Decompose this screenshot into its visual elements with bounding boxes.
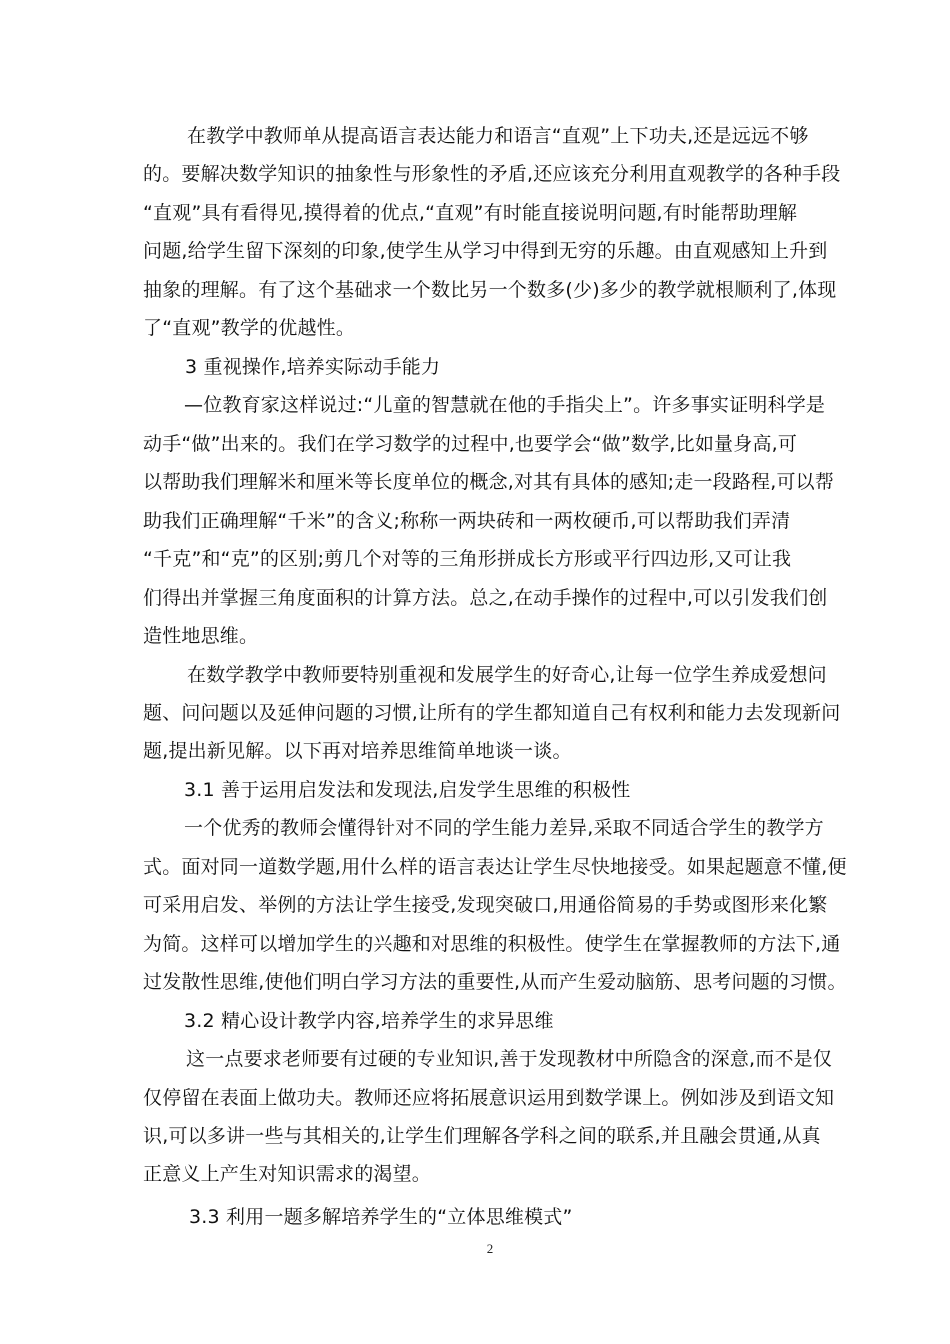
- text-line: 们得出并掌握三角度面积的计算方法。总之,在动手操作的过程中,可以引发我们创: [143, 587, 828, 609]
- text-line: 3.2 精心设计教学内容,培养学生的求异思维: [184, 1010, 554, 1032]
- text-line: 的。要解决数学知识的抽象性与形象性的矛盾,还应该充分利用直观教学的各种手段: [143, 163, 841, 185]
- page-number: 2: [486, 1241, 494, 1256]
- text-line: 识,可以多讲一些与其相关的,让学生们理解各学科之间的联系,并且融会贯通,从真: [143, 1125, 821, 1147]
- text-line: 3.3 利用一题多解培养学生的“立体思维模式”: [189, 1206, 573, 1228]
- text-line: 3 重视操作,培养实际动手能力: [185, 356, 441, 378]
- text-line: 式。面对同一道数学题,用什么样的语言表达让学生尽快地接受。如果起题意不懂,便: [143, 856, 847, 878]
- text-line: 题、问问题以及延伸问题的习惯,让所有的学生都知道自己有权利和能力去发现新问: [143, 702, 841, 724]
- text-line: 这一点要求老师要有过硬的专业知识,善于发现教材中所隐含的深意,而不是仅: [186, 1048, 833, 1070]
- text-line: 在教学中教师单从提高语言表达能力和语言“直观”上下功夫,还是远远不够: [187, 125, 809, 147]
- text-line: 正意义上产生对知识需求的渴望。: [143, 1163, 432, 1185]
- text-line: 助我们正确理解“千米”的含义;称称一两块砖和一两枚硬币,可以帮助我们弄清: [143, 510, 791, 532]
- text-line: 动手“做”出来的。我们在学习数学的过程中,也要学会“做”数学,比如量身高,可: [143, 433, 798, 455]
- text-line: 在数学教学中教师要特别重视和发展学生的好奇心,让每一位学生养成爱想问: [187, 664, 827, 686]
- text-line: 了“直观”教学的优越性。: [143, 317, 356, 339]
- text-line: 仅停留在表面上做功夫。教师还应将拓展意识运用到数学课上。例如涉及到语文知: [143, 1087, 835, 1109]
- text-line: 3.1 善于运用启发法和发现法,启发学生思维的积极性: [184, 779, 631, 801]
- text-line: 造性地思维。: [143, 625, 259, 647]
- text-line: 问题,给学生留下深刻的印象,使学生从学习中得到无穷的乐趣。由直观感知上升到: [143, 240, 828, 262]
- text-line: 以帮助我们理解米和厘米等长度单位的概念,对其有具体的感知;走一段路程,可以帮: [143, 471, 835, 493]
- text-line: 可采用启发、举例的方法让学生接受,发现突破口,用通俗简易的手势或图形来化繁: [143, 894, 828, 916]
- text-line: —位教育家这样说过:“儿童的智慧就在他的手指尖上”。许多事实证明科学是: [184, 394, 826, 416]
- text-line: 题,提出新见解。以下再对培养思维简单地谈一谈。: [143, 740, 572, 762]
- text-line: 过发散性思维,使他们明白学习方法的重要性,从而产生爱动脑筋、思考问题的习惯。: [143, 971, 847, 993]
- text-line: “千克”和“克”的区别;剪几个对等的三角形拼成长方形或平行四边形,又可让我: [143, 548, 792, 570]
- text-line: 抽象的理解。有了这个基础求一个数比另一个数多(少)多少的教学就根顺利了,体现: [143, 279, 837, 301]
- text-line: 一个优秀的教师会懂得针对不同的学生能力差异,采取不同适合学生的教学方: [184, 817, 824, 839]
- text-line: “直观”具有看得见,摸得着的优点,“直观”有时能直接说明问题,有时能帮助理解: [143, 202, 798, 224]
- text-line: 为简。这样可以增加学生的兴趣和对思维的积极性。使学生在掌握教师的方法下,通: [143, 933, 841, 955]
